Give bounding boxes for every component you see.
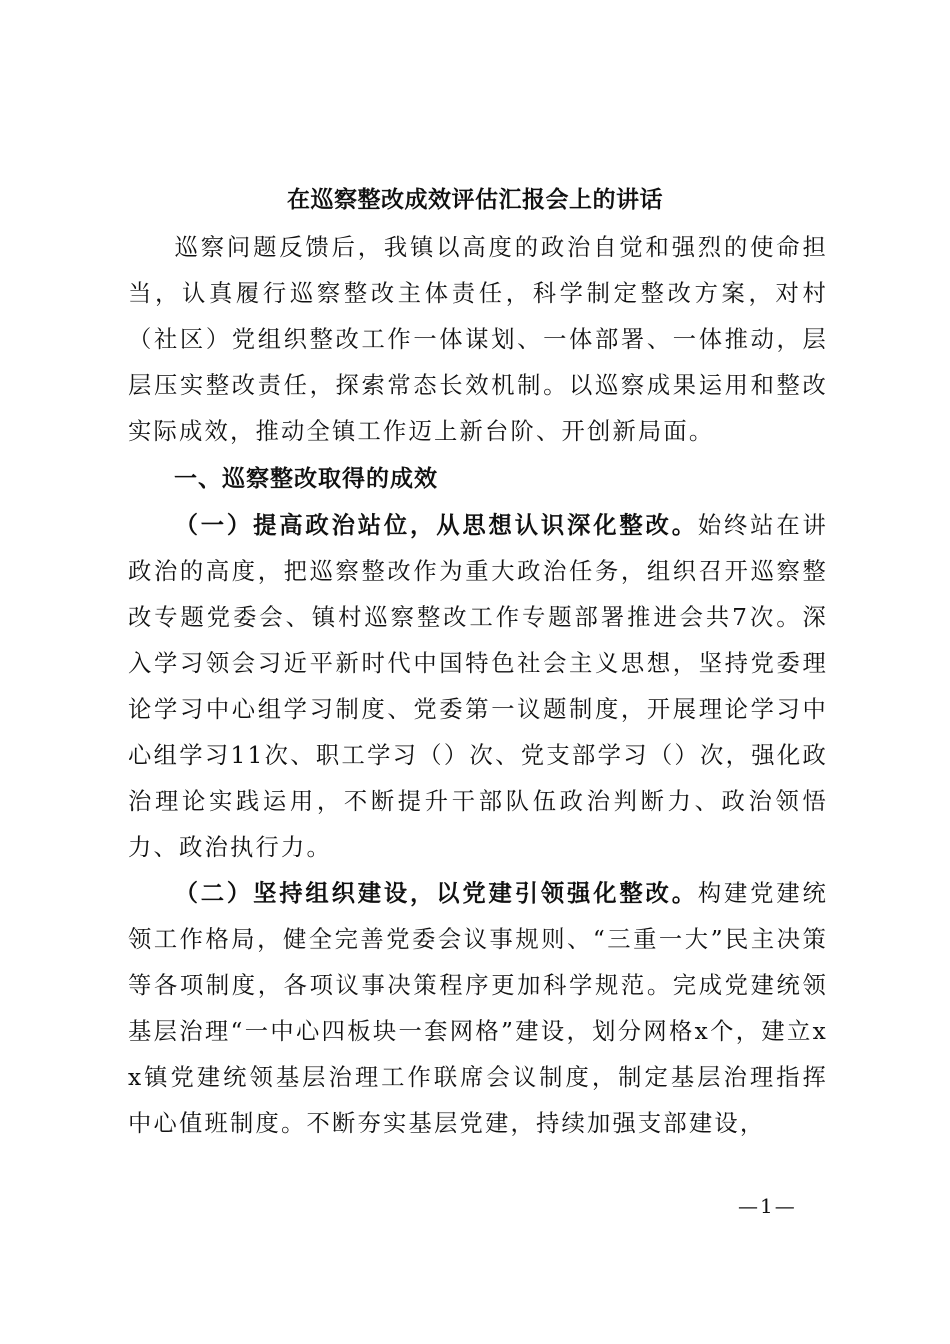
intro-paragraph: 巡察问题反馈后，我镇以高度的政治自觉和强烈的使命担当，认真履行巡察整改主体责任，科学制定整改方案，对村（社区）党组织整改工作一体谋划、一体部署、一体推动，层层压实整改责任，探索常态长效机制。以巡察成果运用和整改实际成效，推动全镇工作迈上新台阶、开创新局面。: [128, 234, 828, 445]
subsection-lead-2: （二）坚持组织建设，以党建引领强化整改。: [174, 880, 698, 907]
subsection-paragraph-2: [128, 871, 828, 1147]
section-heading-1: 一、巡察整改取得的成效: [174, 466, 438, 492]
document-title: 在巡察整改成效评估汇报会上的讲话: [287, 186, 663, 213]
page-number: —1—: [738, 1194, 797, 1218]
subsection-lead-1: （一）提高政治站位，从思想认识深化整改。: [174, 512, 698, 539]
subsection-text-1: 始终站在讲政治的高度，把巡察整改作为重大政治任务，组织召开巡察整改专题党委会、镇村巡察整改工作专题部署推进会共7次。深入学习领会习近平新时代中国特色社会主义思想，坚持党委理论学习中心组学习制度、党委第一议题制度，开展理论学习中心组学习11次、职工学习（）次、党支部学习（）次，强化政治理论实践运用，不断提升干部队伍政治判断力、政治领悟力、政治执行力。: [128, 512, 829, 861]
subsection-text-2: 构建党建统领工作格局，健全完善党委会议事规则、“三重一大”民主决策等各项制度，各项议事决策程序更加科学规范。完成党建统领基层治理“一中心四板块一套网格”建设，划分网格x个，建立xx镇党建统领基层治理工作联席会议制度，制定基层治理指挥中心值班制度。不断夯实基层党建，持续加强支部建设，: [128, 880, 829, 1137]
document-body: [128, 225, 828, 1147]
subsection-paragraph-1: [128, 503, 828, 871]
